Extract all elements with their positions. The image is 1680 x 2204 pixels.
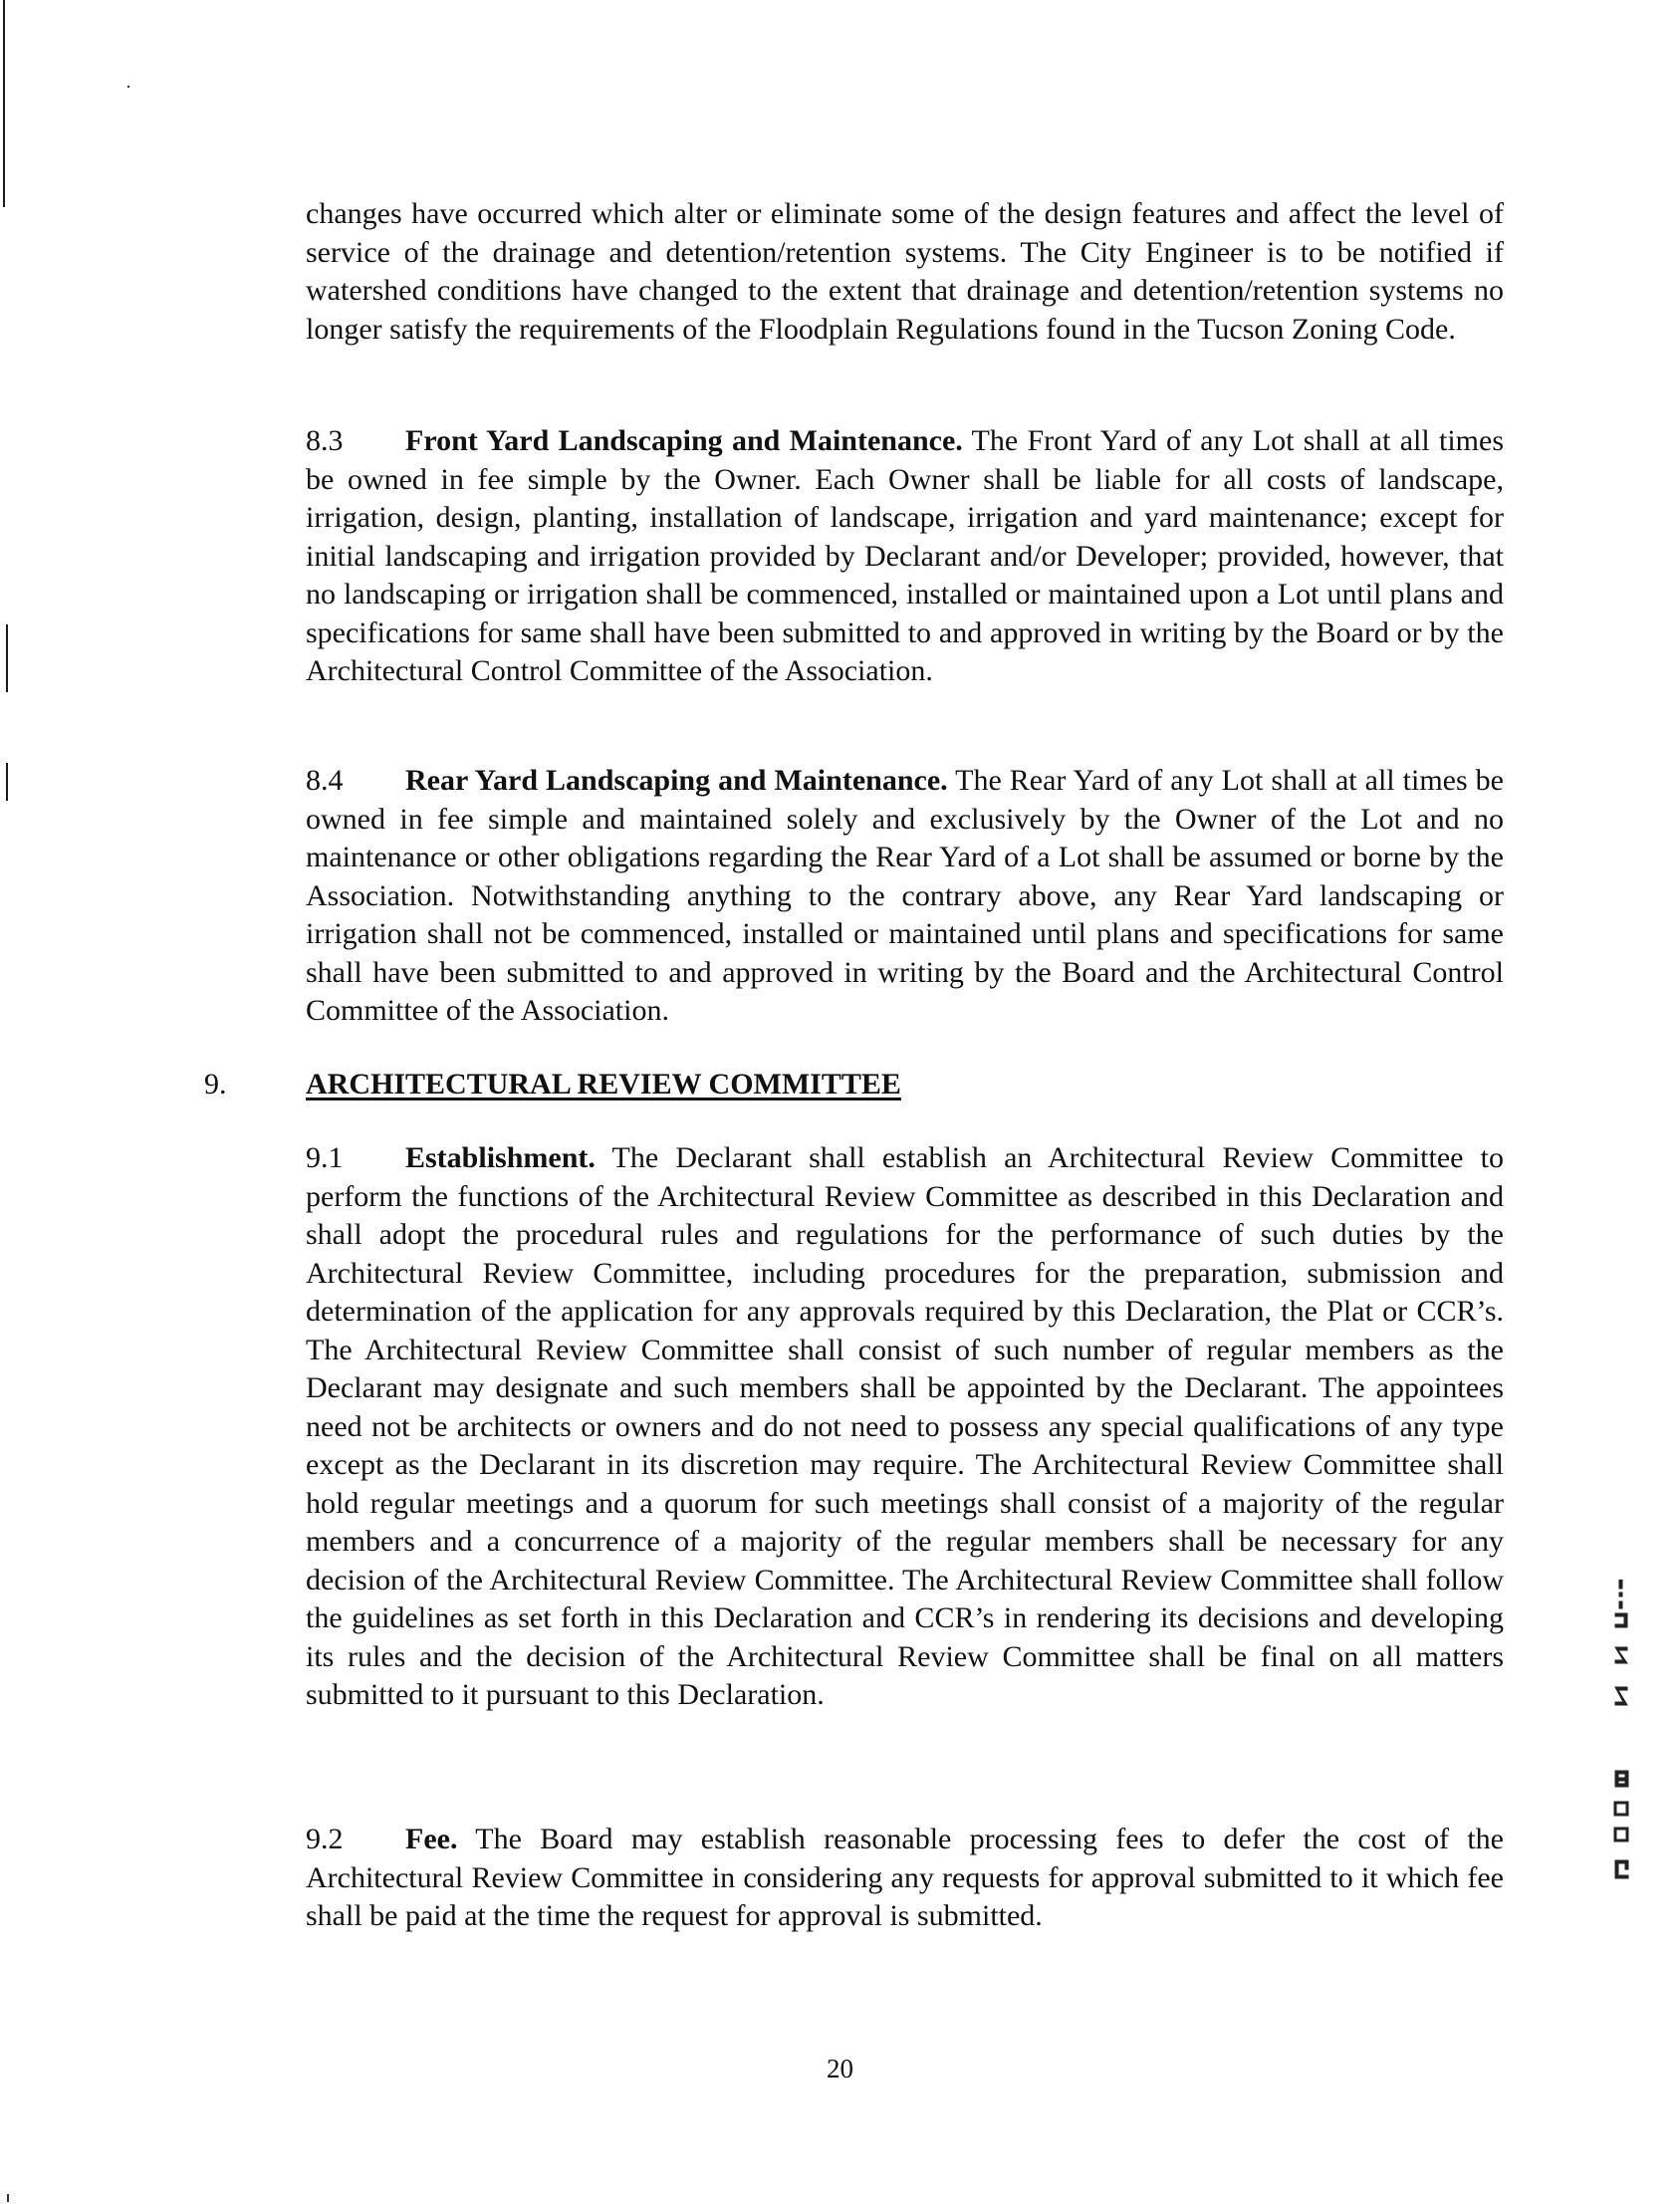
section-9-2 bbox=[306, 1821, 1504, 1936]
scan-speck-bottom bbox=[7, 2194, 9, 2202]
scan-speck bbox=[127, 86, 129, 88]
recording-stamp bbox=[1605, 1580, 1649, 1924]
section-9-heading bbox=[204, 1066, 1499, 1103]
section-9-2-title: Fee. bbox=[405, 1823, 458, 1855]
section-8-4-body: The Rear Yard of any Lot shall at all times be owned in fee simple and maintained solely and exclusively by the Owner of the Lot and no maintenance or other obligations regarding the Rear Yard of a Lot shall be assumed or borne by the Association. Notwithstanding anything to the contrary above, any Rear Yard landscaping or irrigation shall not be commenced, installed or maintained until plans and specifications for same shall have been submitted to and approved in writing by the Board and the Architectural Control Committee of the Association. bbox=[306, 764, 1504, 1027]
section-8-3-title: Front Yard Landscaping and Maintenance. bbox=[405, 424, 963, 457]
intro-paragraph bbox=[306, 195, 1504, 349]
section-9-2-body: The Board may establish reasonable processing fees to defer the cost of the Architectural Review Committee in considering any requests for approval submitted to it which fee shall be paid at the time the request for approval is submitted. bbox=[306, 1823, 1504, 1932]
scan-edge-line-lower bbox=[6, 763, 8, 801]
scan-edge-line-top bbox=[3, 0, 5, 207]
section-9-2-number: 9.2 bbox=[306, 1823, 344, 1855]
section-8-3 bbox=[306, 422, 1504, 691]
section-8-4-title: Rear Yard Landscaping and Maintenance. bbox=[405, 764, 948, 797]
section-9-1-body: The Declarant shall establish an Architectural Review Committee to perform the functions of the Architectural Review Committee as described in this Declaration and shall adopt the procedural rules and regulations for the performance of such duties by the Architectural Review Committee, including procedures for the preparation, submission and determination of the application for any approvals required by this Declaration, the Plat or CCR’s. The Architectural Review Committee shall consist of such number of regular members as the Declarant may designate and such members shall be appointed by the Declarant. The appointees need not be architects or owners and do not need to possess any special qualifications of any type except as the Declarant in its discretion may require. The Architectural Review Committee shall hold regular meetings and a quorum for such meetings shall consist of a majority of the regular members and a concurrence of a majority of the regular members shall be necessary for any decision of the Architectural Review Committee. The Architectural Review Committee shall follow the guidelines as set forth in this Declaration and CCR’s in rendering its decisions and developing its rules and the decision of the Architectural Review Committee shall be final on all matters submitted to it pursuant to this Declaration. bbox=[306, 1141, 1504, 1711]
section-8-4-number: 8.4 bbox=[306, 764, 344, 797]
section-9-1-number: 9.1 bbox=[306, 1141, 344, 1174]
section-8-4 bbox=[306, 762, 1504, 1031]
section-9-number: 9. bbox=[204, 1068, 227, 1101]
intro-paragraph-text: changes have occurred which alter or eliminate some of the design features and affect the level of service of the drainage and detention/retention systems. The City Engineer is to be notified if watershed conditions have changed to the extent that drainage and detention/retention systems no longer satisfy the requirements of the Floodplain Regulations found in the Tucson Zoning Code. bbox=[306, 197, 1504, 346]
section-8-3-number: 8.3 bbox=[306, 424, 344, 457]
page-number: 20 bbox=[827, 2054, 853, 2083]
scan-edge-line-middle bbox=[6, 624, 8, 692]
section-9-1 bbox=[306, 1139, 1504, 1715]
section-9-1-title: Establishment. bbox=[405, 1141, 596, 1174]
section-8-3-body: The Front Yard of any Lot shall at all times be owned in fee simple by the Owner. Each Owner shall be liable for all costs of landscape, irrigation, design, planting, installation of landscape, irrigation and yard maintenance; except for initial landscaping and irrigation provided by Declarant and/or Developer; provided, however, that no landscaping or irrigation shall be commenced, installed or maintained upon a Lot until plans and specifications for same shall have been submitted to and approved in writing by the Board or by the Architectural Control Committee of the Association. bbox=[306, 424, 1504, 687]
section-9-title: ARCHITECTURAL REVIEW COMMITTEE bbox=[306, 1068, 901, 1101]
